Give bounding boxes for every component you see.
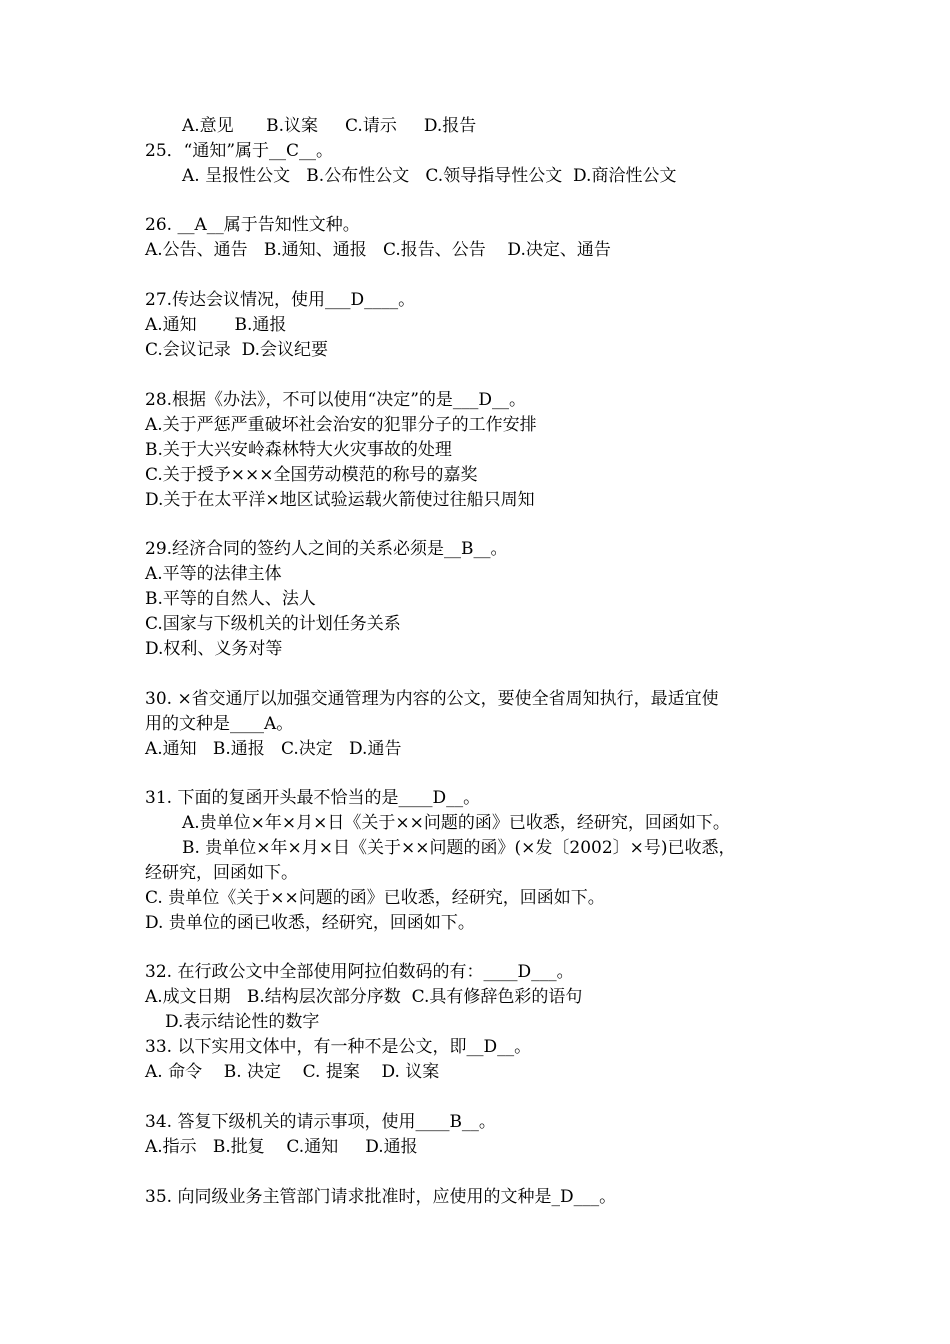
q29-option-b: B.平等的自然人、法人 [145,589,316,609]
q31-question: 31. 下面的复函开头最不恰当的是____D__。 [145,788,481,808]
q26-options: A.公告、通告 B.通知、通报 C.报告、公告 D.决定、通告 [145,240,611,260]
q29-question: 29.经济合同的签约人之间的关系必须是__B__。 [145,539,508,559]
q32-option-d: D.表示结论性的数字 [165,1012,320,1032]
q35-question: 35. 向同级业务主管部门请求批准时，应使用的文种是_D___。 [145,1187,617,1207]
q29-option-c: C.国家与下级机关的计划任务关系 [145,614,401,634]
q30-options: A.通知 B.通报 C.决定 D.通告 [145,739,402,759]
q30-question-line1: 30. ×省交通厅以加强交通管理为内容的公文，要使全省周知执行，最适宜使 [145,689,719,709]
q25-options: A. 呈报性公文 B.公布性公文 C.领导指导性公文 D.商洽性公文 [182,166,677,186]
q29-option-d: D.权利、义务对等 [145,639,283,659]
q27-options-cd: C.会议记录 D.会议纪要 [145,340,329,360]
q28-option-b: B.关于大兴安岭森林特大火灾事故的处理 [145,440,452,460]
q28-option-d: D.关于在太平洋×地区试验运载火箭使过往船只周知 [145,490,535,510]
q26-question: 26. __A__属于告知性文种。 [145,215,360,235]
q32-question: 32. 在行政公文中全部使用阿拉伯数码的有：____D___。 [145,962,574,982]
q34-question: 34. 答复下级机关的请示事项，使用____B__。 [145,1112,496,1132]
q31-option-d: D. 贵单位的函已收悉，经研究，回函如下。 [145,913,475,933]
q31-option-b: B. 贵单位×年×月×日《关于××问题的函》(×发〔2002〕×号)已收悉， [182,838,736,858]
q28-question: 28.根据《办法》，不可以使用“决定”的是___D__。 [145,390,527,410]
q31-option-c: C. 贵单位《关于××问题的函》已收悉，经研究，回函如下。 [145,888,605,908]
q30-question-line2: 用的文种是____A。 [145,714,294,734]
q33-options: A. 命令 B. 决定 C. 提案 D. 议案 [145,1062,440,1082]
q31-option-b-cont: 经研究，回函如下。 [145,863,298,883]
q27-question: 27.传达会议情况，使用___D____。 [145,290,416,310]
q28-option-a: A.关于严惩严重破坏社会治安的犯罪分子的工作安排 [145,415,537,435]
q34-options: A.指示 B.批复 C.通知 D.通报 [145,1137,418,1157]
q31-option-a: A.贵单位×年×月×日《关于××问题的函》已收悉，经研究，回函如下。 [182,813,730,833]
q24-options: A.意见 B.议案 C.请示 D.报告 [182,116,477,136]
q32-options-abc: A.成文日期 B.结构层次部分序数 C.具有修辞色彩的语句 [145,987,583,1007]
q28-option-c: C.关于授予×××全国劳动模范的称号的嘉奖 [145,465,478,485]
q29-option-a: A.平等的法律主体 [145,564,282,584]
q27-options-ab: A.通知 B.通报 [145,315,287,335]
q25-question: 25．“通知”属于__C__。 [145,141,334,161]
q33-question: 33. 以下实用文体中，有一种不是公文，即__D__。 [145,1037,532,1057]
